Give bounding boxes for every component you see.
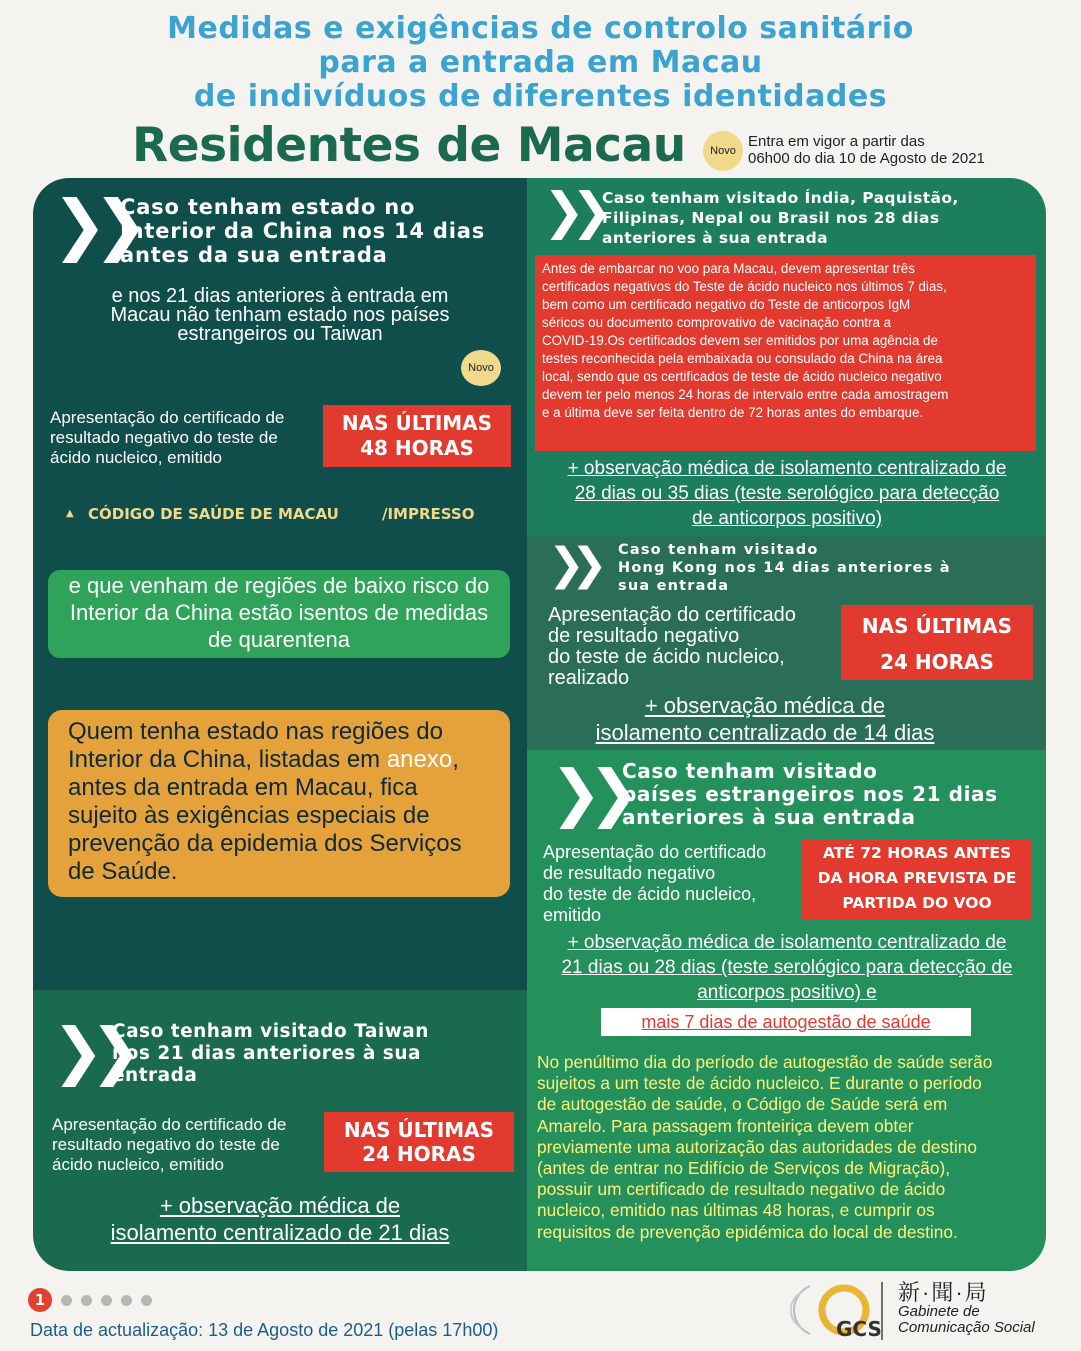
foreign-observation <box>532 930 1042 1005</box>
china-deadline-badge <box>323 405 511 467</box>
note-line: sujeitos a um teste de ácido nucleico. E durante o período <box>537 1073 982 1094</box>
note-line: nucleico, emitido nas últimas 48 horas, e cumprir os <box>537 1200 935 1221</box>
india-obs-line: + observação médica de isolamento centralizado de <box>567 458 1007 479</box>
page-title <box>0 12 1081 114</box>
novo-badge: Novo <box>703 131 743 171</box>
title-line-3: de indivíduos de diferentes identidades <box>193 79 888 114</box>
taiwan-obs-line: + observação médica de <box>159 1193 401 1218</box>
self-management-box: mais 7 dias de autogestão de saúde <box>601 1008 971 1036</box>
taiwan-heading-line: Caso tenham visitado Taiwan <box>112 1021 429 1042</box>
deadline-line: 24 HORAS <box>880 650 994 674</box>
note-line: Amarelo. Para passagem fronteiriça devem obter <box>537 1115 914 1136</box>
notice-line: local, sendo que os certificados de teste de ácido nucleico negativo <box>542 369 942 384</box>
hongkong-obs-line: isolamento centralizado de 14 dias <box>595 720 935 745</box>
foreign-note <box>537 1052 992 1243</box>
hongkong-obs-line: + observação médica de <box>644 693 886 718</box>
india-heading-line: Filipinas, Nepal ou Brasil nos 28 dias <box>602 209 940 227</box>
deadline-line: NAS ÚLTIMAS <box>343 1118 495 1142</box>
special-line: Quem tenha estado nas regiões do <box>68 718 443 745</box>
special-line: sujeito às exigências especiais de <box>68 802 430 829</box>
special-line: prevenção da epidemia dos Serviços <box>68 830 462 857</box>
china-cert-text <box>50 408 284 468</box>
china-heading-line: Interior da China nos 14 dias <box>120 219 486 243</box>
taiwan-obs-line: isolamento centralizado de 21 dias <box>110 1220 450 1245</box>
china-condition-line: e nos 21 dias anteriores à entrada em <box>111 285 449 307</box>
special-line: antes da entrada em Macau, fica <box>68 774 418 801</box>
foreign-obs-line: 21 dias ou 28 dias (teste serológico para detecção de <box>561 957 1013 978</box>
gcs-logo-icon <box>790 1278 890 1342</box>
deadline-line: NAS ÚLTIMAS <box>341 411 493 435</box>
notice-line: Antes de embarcar no voo para Macau, devem apresentar três <box>542 261 915 276</box>
hongkong-heading <box>618 541 951 595</box>
china-condition-line: estrangeiros ou Taiwan <box>177 323 383 345</box>
chevron-right-icon: ❯❯ <box>550 756 626 829</box>
logo-initials: GCS <box>836 1317 882 1341</box>
special-requirements-box <box>48 710 510 897</box>
hongkong-heading-line: sua entrada <box>618 578 730 594</box>
page-dot-active[interactable]: 1 <box>28 1288 52 1312</box>
notice-line: devem ter pelo menos 24 horas de intervalo entre cada amostragem <box>542 387 949 402</box>
page-dot[interactable] <box>81 1295 92 1306</box>
taiwan-cert-text <box>52 1115 286 1175</box>
chevron-right-icon: ❯❯ <box>52 186 135 263</box>
hongkong-cert-line: realizado <box>548 667 630 689</box>
india-heading <box>602 188 959 248</box>
printed-label: /IMPRESSO <box>382 505 475 523</box>
annex-link[interactable]: anexo <box>386 746 453 773</box>
logo-name-line: Comunicação Social <box>898 1319 1035 1336</box>
taiwan-heading <box>112 1021 429 1087</box>
hongkong-cert-line: do teste de ácido nucleico, <box>548 646 785 668</box>
foreign-heading-line: Caso tenham visitado <box>622 759 878 783</box>
india-obs-line: 28 dias ou 35 dias (teste serológico para detecção <box>574 483 1000 504</box>
note-line: requisitos de prevenção epidémica do local de destino. <box>537 1221 958 1242</box>
special-line <box>68 746 496 774</box>
health-code-label: CÓDIGO DE SAÚDE DE MACAU <box>88 505 339 523</box>
deadline-line: 48 HORAS <box>360 436 474 460</box>
taiwan-observation <box>60 1192 500 1246</box>
foreign-cert-line: de resultado negativo <box>543 863 716 883</box>
page-indicator <box>28 1288 152 1312</box>
note-line: de autogestão de saúde, o Código de Saúde será em <box>537 1094 948 1115</box>
triangle-up-icon: ▲ <box>66 508 74 519</box>
china-cert-line: ácido nucleico, emitido <box>50 448 222 467</box>
hongkong-heading-line: Caso tenham visitado <box>618 542 819 558</box>
foreign-obs-line: + observação médica de isolamento centralizado de <box>567 932 1007 953</box>
india-heading-line: Caso tenham visitado Índia, Paquistão, <box>602 189 959 207</box>
taiwan-heading-line: nos 21 dias anteriores à sua <box>112 1043 421 1064</box>
china-cert-line: Apresentação do certificado de <box>50 408 285 427</box>
special-line: de Saúde. <box>68 858 178 885</box>
effective-line-1: Entra em vigor a partir das <box>748 133 925 150</box>
taiwan-cert-line: Apresentação do certificado de <box>52 1115 287 1134</box>
chevron-right-icon: ❯❯ <box>52 1014 128 1087</box>
chevron-right-icon: ❯❯ <box>543 182 599 240</box>
india-heading-line: anteriores à sua entrada <box>602 229 828 247</box>
deadline-line: DA HORA PREVISTA DE <box>817 869 1017 887</box>
exempt-line: e que venham de regiões de baixo risco do <box>68 573 490 598</box>
exempt-box <box>48 570 510 658</box>
hongkong-deadline-badge <box>841 605 1033 680</box>
logo-chinese-name: 新·聞·局 <box>898 1280 989 1305</box>
note-line: (antes de entrar no Edifício de Serviços de Migração), <box>537 1158 951 1179</box>
foreign-deadline-badge <box>802 840 1032 920</box>
foreign-cert-line: do teste de ácido nucleico, <box>543 884 757 904</box>
notice-line: testes reconhecida pela embaixada ou consulado da China na área <box>542 351 943 366</box>
special-text: Interior da China, listadas em <box>68 746 387 773</box>
india-obs-line: de anticorpos positivo) <box>691 508 883 529</box>
china-heading-line: Caso tenham estado no <box>120 195 416 219</box>
special-text: , <box>452 746 459 773</box>
note-line: No penúltimo dia do período de autogestão de saúde serão <box>537 1052 993 1072</box>
taiwan-deadline-badge <box>324 1112 514 1172</box>
india-observation <box>532 456 1042 531</box>
hongkong-observation <box>540 692 990 746</box>
china-heading-line: antes da sua entrada <box>120 243 388 267</box>
novo-badge: Novo <box>461 350 501 386</box>
chevron-right-icon: ❯❯ <box>548 539 594 590</box>
effective-line-2: 06h00 do dia 10 de Agosto de 2021 <box>748 150 985 167</box>
china-cert-line: resultado negativo do teste de <box>50 428 278 447</box>
taiwan-cert-line: resultado negativo do teste de <box>52 1135 280 1154</box>
hongkong-heading-line: Hong Kong nos 14 dias anteriores à <box>618 560 951 576</box>
title-line-1: Medidas e exigências de controlo sanitário <box>167 11 914 46</box>
foreign-heading <box>622 760 998 829</box>
page-dot[interactable] <box>61 1295 72 1306</box>
notice-line: bem como um certificado negativo do Teste de anticorpos IgM <box>542 297 911 312</box>
taiwan-heading-line: entrada <box>112 1065 198 1086</box>
notice-line: séricos ou documento comprovativo de vacinação contra a <box>542 315 892 330</box>
deadline-line: NAS ÚLTIMAS <box>861 614 1013 638</box>
page-subtitle: Residentes de Macau <box>132 118 686 173</box>
logo-name-line: Gabinete de <box>898 1303 980 1320</box>
hongkong-cert-line: Apresentação do certificado <box>548 604 796 626</box>
taiwan-cert-line: ácido nucleico, emitido <box>52 1155 224 1174</box>
foreign-cert-text <box>543 842 766 926</box>
foreign-cert-line: emitido <box>543 905 602 925</box>
india-notice-box <box>535 255 1036 451</box>
exempt-line: de quarentena <box>208 627 350 652</box>
page-dot[interactable] <box>121 1295 132 1306</box>
hongkong-cert-text <box>548 605 796 689</box>
note-line: previamente uma autorização das autoridades de destino <box>537 1136 977 1157</box>
title-line-2: para a entrada em Macau <box>318 45 763 80</box>
foreign-heading-line: anteriores à sua entrada <box>622 805 916 829</box>
update-date: Data de actualização: 13 de Agosto de 2021 (pelas 17h00) <box>30 1320 499 1340</box>
notice-line: e a última deve ser feita dentro de 72 horas antes do embarque. <box>542 405 924 420</box>
deadline-line: ATÉ 72 HORAS ANTES <box>822 844 1012 862</box>
china-condition <box>60 287 500 344</box>
page-dot[interactable] <box>101 1295 112 1306</box>
effective-date <box>748 133 985 167</box>
foreign-obs-line: anticorpos positivo) e <box>697 982 877 1003</box>
foreign-heading-line: países estrangeiros nos 21 dias <box>622 782 998 806</box>
page-dot[interactable] <box>141 1295 152 1306</box>
china-heading <box>120 195 485 267</box>
notice-line: certificados negativos do Teste de ácido nucleico nos últimos 7 dias, <box>542 279 947 294</box>
deadline-line: PARTIDA DO VOO <box>842 894 992 912</box>
china-condition-line: Macau não tenham estado nos países <box>110 304 450 326</box>
note-line: possuir um certificado de resultado negativo de ácido <box>537 1179 946 1200</box>
deadline-line: 24 HORAS <box>362 1142 476 1166</box>
hongkong-cert-line: de resultado negativo <box>548 625 740 647</box>
logo-portuguese-name <box>898 1304 1035 1336</box>
exempt-line: Interior da China estão isentos de medidas <box>69 600 489 625</box>
foreign-cert-line: Apresentação do certificado <box>543 842 767 862</box>
notice-line: COVID-19.Os certificados devem ser emitidos por uma agência de <box>542 333 938 348</box>
